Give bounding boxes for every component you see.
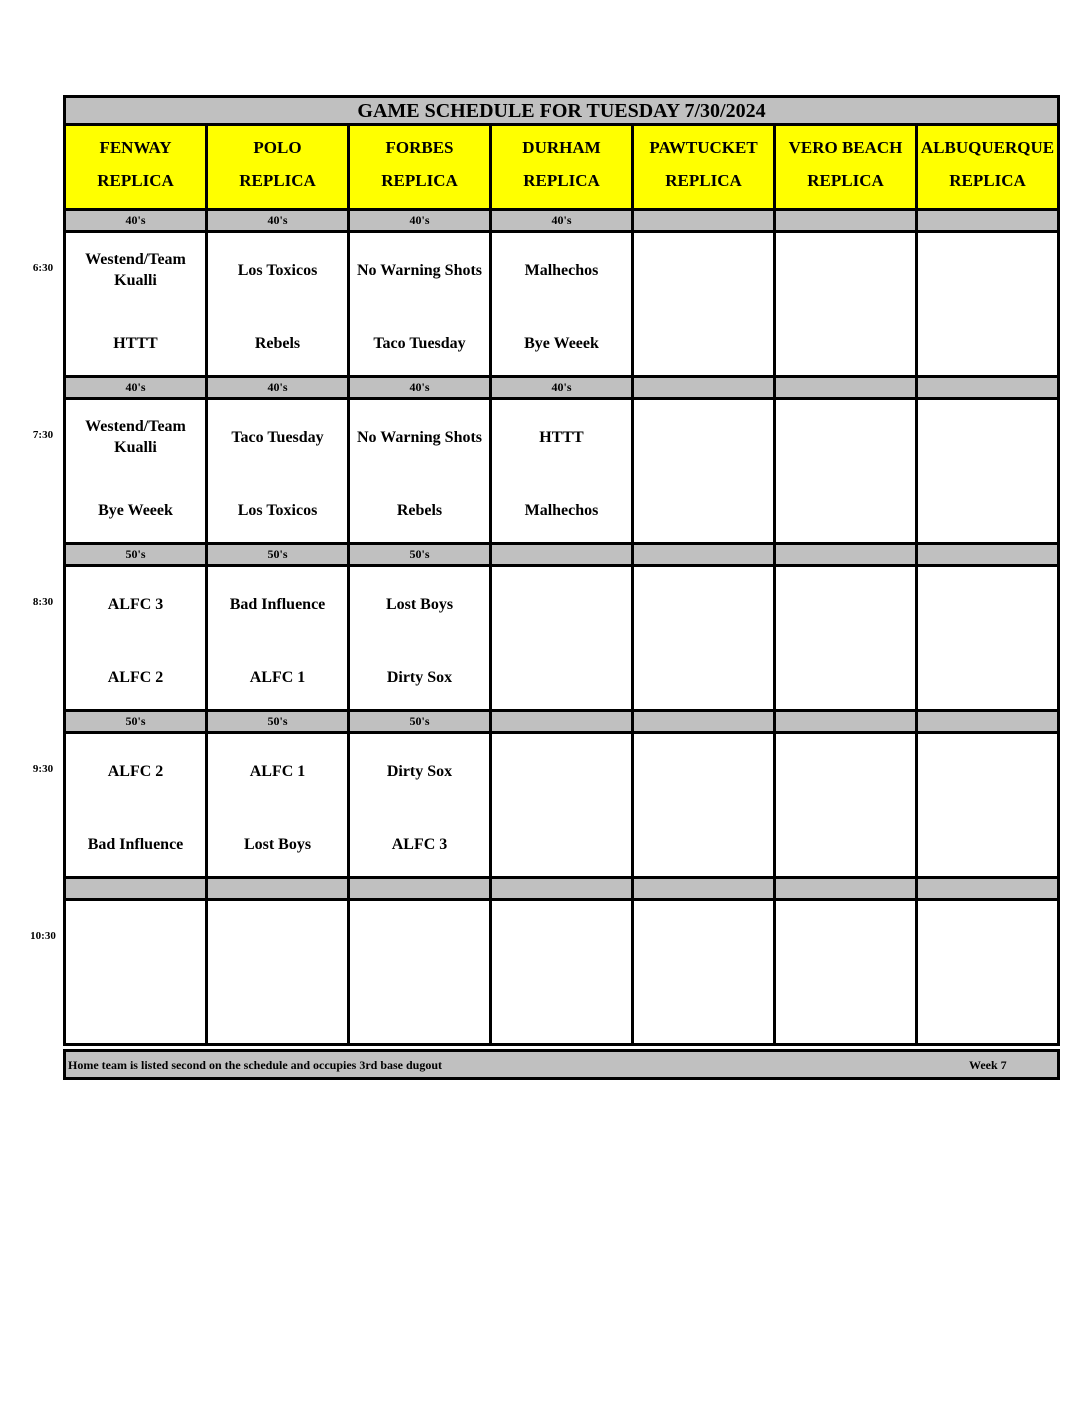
away-team [494, 915, 629, 961]
away-team: Westend/Team Kualli [85, 251, 186, 289]
away-team: Lost Boys [385, 595, 454, 613]
game-cell [205, 901, 350, 1046]
field-header [631, 126, 776, 211]
game-cell [915, 400, 1060, 545]
away-team: Bad Influence [229, 595, 326, 613]
game-cell [347, 567, 492, 712]
home-team [778, 667, 913, 689]
division-label [915, 211, 1060, 233]
game-cell [773, 400, 918, 545]
home-team [494, 834, 629, 856]
division-label: 40's [347, 211, 492, 233]
field-subtitle: REPLICA [949, 171, 1026, 190]
division-label [631, 211, 776, 233]
division-label: 40's [347, 378, 492, 400]
division-label [347, 879, 492, 901]
home-team: ALFC 3 [391, 836, 448, 853]
time-slot-label: 9:30 [32, 763, 54, 775]
field-header [773, 126, 918, 211]
division-label: 40's [63, 378, 208, 400]
home-team [210, 1001, 345, 1023]
time-slot-label: 6:30 [32, 262, 54, 274]
week-label: Week 7 [969, 1058, 1007, 1072]
division-label [773, 712, 918, 734]
game-cell [915, 901, 1060, 1046]
game-cell [205, 233, 350, 378]
away-team [636, 247, 771, 293]
home-team [636, 500, 771, 522]
game-cell [489, 901, 634, 1046]
division-label: 50's [205, 545, 350, 567]
field-subtitle: REPLICA [97, 171, 174, 190]
game-cell [631, 400, 776, 545]
home-team: Bye Weeek [98, 502, 173, 519]
away-team [778, 748, 913, 794]
game-cell [347, 901, 492, 1046]
field-name: POLO [253, 138, 302, 157]
division-label [773, 378, 918, 400]
away-team [494, 581, 629, 627]
home-team: Rebels [396, 502, 443, 519]
away-team [778, 915, 913, 961]
away-team: Malhechos [524, 261, 599, 279]
home-team: Los Toxicos [237, 502, 318, 519]
field-name: FENWAY [99, 138, 172, 157]
game-cell [205, 400, 350, 545]
home-team [68, 1001, 203, 1023]
away-team [352, 915, 487, 961]
game-cell [631, 567, 776, 712]
away-team: No Warning Shots [356, 428, 483, 446]
field-header [205, 126, 350, 211]
home-team: Dirty Sox [386, 669, 453, 686]
field-header [63, 126, 208, 211]
division-label [631, 378, 776, 400]
field-subtitle: REPLICA [807, 171, 884, 190]
home-team [920, 500, 1055, 522]
home-team: HTTT [113, 335, 158, 352]
game-cell [205, 567, 350, 712]
home-team [636, 333, 771, 355]
game-cell [489, 400, 634, 545]
away-team: Taco Tuesday [231, 428, 324, 446]
game-cell [915, 734, 1060, 879]
home-team [778, 333, 913, 355]
home-team [778, 834, 913, 856]
time-slot-label: 7:30 [32, 429, 54, 441]
game-cell [347, 233, 492, 378]
game-cell [489, 233, 634, 378]
away-team [636, 748, 771, 794]
away-team: Dirty Sox [386, 762, 453, 780]
away-team [210, 915, 345, 961]
division-label [631, 545, 776, 567]
away-team [636, 581, 771, 627]
game-cell [631, 734, 776, 879]
field-header [347, 126, 492, 211]
division-label: 50's [63, 545, 208, 567]
away-team: ALFC 1 [249, 762, 306, 780]
division-label [489, 879, 634, 901]
away-team [778, 247, 913, 293]
game-cell [63, 734, 208, 879]
home-team [778, 500, 913, 522]
home-team [636, 834, 771, 856]
away-team [494, 748, 629, 794]
division-label [915, 378, 1060, 400]
home-team [494, 1001, 629, 1023]
away-team: Los Toxicos [237, 261, 318, 279]
game-cell [773, 734, 918, 879]
away-team: No Warning Shots [356, 261, 483, 279]
home-team: Taco Tuesday [373, 335, 466, 352]
division-label [489, 712, 634, 734]
game-cell [347, 400, 492, 545]
away-team [920, 915, 1055, 961]
home-team [636, 1001, 771, 1023]
game-cell [63, 400, 208, 545]
home-team: Lost Boys [243, 836, 312, 853]
division-label [631, 879, 776, 901]
field-header [915, 126, 1060, 211]
home-team: Bad Influence [87, 836, 184, 853]
game-cell [347, 734, 492, 879]
away-team: Westend/Team Kualli [85, 418, 186, 456]
game-cell [915, 567, 1060, 712]
home-team: ALFC 1 [249, 669, 306, 686]
home-team: ALFC 2 [107, 669, 164, 686]
division-label [63, 879, 208, 901]
division-label [773, 545, 918, 567]
field-name: ALBUQUERQUE [920, 138, 1055, 157]
home-team [920, 333, 1055, 355]
away-team [920, 748, 1055, 794]
field-subtitle: REPLICA [381, 171, 458, 190]
field-name: PAWTUCKET [649, 138, 758, 157]
field-name: DURHAM [522, 138, 601, 157]
division-label: 40's [489, 378, 634, 400]
division-label: 40's [205, 211, 350, 233]
game-cell [915, 233, 1060, 378]
game-cell [489, 567, 634, 712]
away-team: HTTT [539, 428, 584, 446]
division-label [631, 712, 776, 734]
away-team [920, 581, 1055, 627]
away-team [778, 414, 913, 460]
home-team [636, 667, 771, 689]
time-slot-label: 8:30 [32, 596, 54, 608]
home-team [920, 667, 1055, 689]
division-label [773, 879, 918, 901]
game-cell [63, 901, 208, 1046]
home-team: Malhechos [524, 502, 599, 519]
away-team [920, 247, 1055, 293]
home-team [920, 1001, 1055, 1023]
away-team [636, 414, 771, 460]
field-name: FORBES [385, 138, 454, 157]
field-subtitle: REPLICA [523, 171, 600, 190]
game-cell [205, 734, 350, 879]
home-team [352, 1001, 487, 1023]
schedule-footer [63, 1049, 1060, 1080]
away-team [68, 915, 203, 961]
division-label [915, 712, 1060, 734]
field-header [489, 126, 634, 211]
home-team [920, 834, 1055, 856]
game-cell [631, 233, 776, 378]
division-label [915, 545, 1060, 567]
game-cell [773, 567, 918, 712]
division-label: 40's [205, 378, 350, 400]
away-team [920, 414, 1055, 460]
division-label: 50's [63, 712, 208, 734]
away-team: ALFC 2 [107, 762, 164, 780]
field-subtitle: REPLICA [665, 171, 742, 190]
away-team [778, 581, 913, 627]
game-cell [63, 233, 208, 378]
division-label: 40's [489, 211, 634, 233]
time-slot-label: 10:30 [30, 930, 56, 942]
schedule-title: GAME SCHEDULE FOR TUESDAY 7/30/2024 [63, 95, 1060, 126]
division-label [205, 879, 350, 901]
division-label [773, 211, 918, 233]
division-label [489, 545, 634, 567]
schedule-sheet [63, 95, 1060, 1080]
home-team [494, 667, 629, 689]
game-cell [773, 901, 918, 1046]
game-cell [773, 233, 918, 378]
away-team [636, 915, 771, 961]
home-team: Bye Weeek [524, 335, 599, 352]
home-team: Rebels [254, 335, 301, 352]
footer-note: Home team is listed second on the schedule and occupies 3rd base dugout [68, 1058, 443, 1072]
away-team: ALFC 3 [107, 595, 164, 613]
division-label: 40's [63, 211, 208, 233]
home-team [778, 1001, 913, 1023]
division-label: 50's [347, 712, 492, 734]
field-name: VERO BEACH [788, 138, 903, 157]
game-cell [63, 567, 208, 712]
game-cell [631, 901, 776, 1046]
game-cell [489, 734, 634, 879]
division-label [915, 879, 1060, 901]
field-subtitle: REPLICA [239, 171, 316, 190]
division-label: 50's [205, 712, 350, 734]
division-label: 50's [347, 545, 492, 567]
